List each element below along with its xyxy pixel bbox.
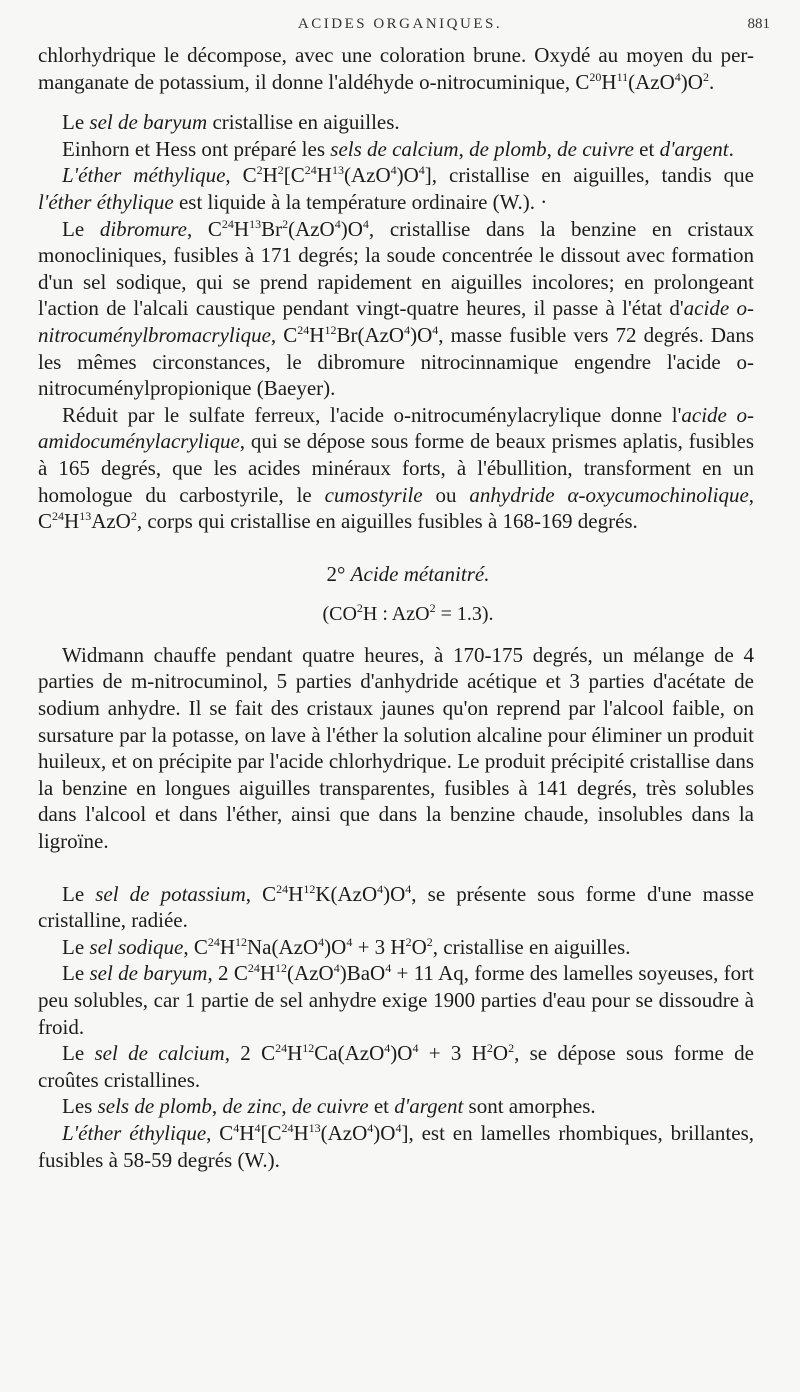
italic-term: sel sodique [89,934,184,959]
italic-term: sel de baryum [89,110,208,135]
subscript: 4 [674,69,681,84]
italic-term: L'éther éthylique [62,1120,207,1145]
subscript: 24 [297,322,310,337]
italic-term: acide o-nitrocuménylbromacrylique [38,296,754,347]
section-number: 2° [326,561,346,586]
text: H [259,961,276,986]
italic-term: sels de calcium [330,136,459,161]
italic-term: acide o-amidocuménylacrylique [38,402,754,454]
subscript: 12 [324,322,337,337]
text: , se présente sous forme d'une masse cristalline, radiée. [38,881,754,933]
subscript: 20 [589,69,602,84]
italic-term: anhydride α-oxycumochinolique [469,482,749,507]
text: Réduit par le sulfate ferreux, l'acide o-nitrocuménylacrylique donne l' [62,402,682,427]
subscript: 2 [282,216,289,231]
text: , masse fusible vers 72 degrés. Dans les mêmes circonstances, le dibromure nitrocinnamique engendre l'acide o-nitrocuménylpropionique (Baeyer). [38,322,754,401]
text: = 1.3). [435,603,494,626]
subscript: 4 [318,934,325,949]
subscript: 4 [395,1120,402,1135]
page-number: 881 [747,16,770,32]
subscript: 13 [79,509,92,524]
subscript: 24 [247,961,260,976]
text: ou [422,482,470,507]
text: Le [62,216,100,241]
italic-term: l'éther éthylique [38,189,174,214]
paragraph [38,1093,754,1120]
text: , qui se dépose sous forme de beaux prismes aplatis, fusibles à 165 degrés, que les acides minéraux forts, à l'ébullition, transforment en un homologue du carbostyrile, le [38,429,754,507]
text: sont amorphes. [463,1094,596,1119]
subscript: 4 [362,216,369,231]
text: Le [62,1041,95,1066]
subscript: 2 [356,601,363,616]
text: )O [324,934,347,959]
subscript: 13 [249,216,262,231]
text: . [708,69,715,94]
text: )O [396,163,419,188]
text: ], est en lamelles rhombiques, brillantes, fusibles à 58-59 degrés (W.). [38,1120,754,1172]
italic-term: de cuivre [557,136,634,161]
text: , C [245,881,277,906]
paragraph [38,1040,754,1093]
subscript: 4 [377,881,384,896]
spacer [38,855,754,881]
subscript: 4 [390,163,397,178]
subscript: 4 [233,1120,240,1135]
subscript: 4 [385,961,392,976]
text: H : AzO [362,603,430,626]
subscript: 4 [333,961,340,976]
italic-term: sel de calcium [94,1041,225,1066]
subscript: 13 [331,163,344,178]
text: (AzO [287,961,334,986]
text: H [601,69,617,94]
text: , cristallise en aiguilles. [432,934,631,959]
subscript: 2 [508,1041,515,1056]
text: K(AzO [315,881,378,906]
subscript: 2 [426,934,433,949]
subscript: 2 [256,163,263,178]
spacer [38,535,754,561]
italic-term: sel de baryum [89,961,208,986]
paragraph: Widmann chauffe pendant quatre heures, à 170-175 degrés, un mélange de 4 parties de m-nitrocuminol, 5 parties d'anhydride acétique et 3 parties d'acétate de sodium anhydre. Il se fait des cristaux jaunes qu'on reprend par l'alcool faible, on sursature par la potasse, on lave à l'éther la solution alcaline pour éliminer un produit huileux, et on précipite par l'acide chlorhydrique. Le produit précipité cristallise dans la benzine en longues aiguilles transparentes, fusibles à 141 degrés, très solubles dans l'alcool et dans l'éther, ainsi que dans la benzine chaude, insolubles dans la ligroïne. [38,642,754,854]
text: (AzO [628,69,675,94]
text: (AzO [320,1120,368,1145]
text: + 3 H [418,1041,487,1066]
text: )O [680,69,703,94]
text: ], cristallise en aiguilles, tandis que [424,163,754,188]
italic-term: cumostyrile [324,482,423,507]
text: Le [62,934,90,959]
text: O [492,1041,509,1066]
text: [C [260,1120,282,1145]
text: chlorhydrique le décompose, avec une coloration brune. Oxydé au moyen du per-manganate de potassium, il donne l'aldéhyde o-nitrocuminique, C [38,43,754,94]
text: H [262,163,278,188]
paragraph [38,881,754,934]
text: , C [206,1120,234,1145]
subscript: 2 [486,1041,493,1056]
subscript: 2 [130,509,137,524]
text: H [309,322,325,347]
subscript: 4 [432,322,439,337]
text: (CO [322,603,357,626]
italic-term: d'argent [394,1094,464,1119]
text: Br(AzO [336,322,405,347]
spacer [38,95,754,109]
text: (AzO [343,163,391,188]
section-heading [38,561,754,588]
text: , [211,1094,223,1119]
text: est liquide à la température ordinaire (W.). · [173,189,548,214]
subscript: 4 [412,1041,419,1056]
page-header [0,12,800,38]
italic-term: de plomb [469,136,547,161]
italic-term: de zinc [222,1094,282,1119]
subscript: 2 [277,163,284,178]
text: + 3 H [352,934,406,959]
italic-term: de cuivre [291,1094,369,1119]
text: H [288,881,304,906]
spacer [38,587,754,601]
text: , [281,1094,292,1119]
text: )O [373,1120,396,1145]
paragraph [38,1120,754,1173]
text: H [287,1041,303,1066]
text: Br [261,216,283,241]
italic-term: L'éther méthylique [62,163,226,188]
text: AzO [91,509,131,534]
text: )O [410,322,433,347]
paragraph [38,216,754,402]
subscript: 2 [429,601,436,616]
text: H [233,216,250,241]
text: , 2 C [224,1041,276,1066]
italic-term: sel de potassium [95,881,246,906]
text: Ca(AzO [314,1041,385,1066]
text: et [368,1094,395,1119]
text: )O [390,1041,413,1066]
text: Le [62,961,90,986]
subscript: 4 [405,881,412,896]
text: )O [340,216,363,241]
text: [C [283,163,305,188]
text: , [458,136,470,161]
spacer [38,628,754,642]
paragraph [38,162,754,215]
text: . [728,136,734,161]
subscript: 12 [275,961,288,976]
subscript: 13 [308,1120,321,1135]
text: Na(AzO [247,934,319,959]
italic-term: dibromure [99,216,187,241]
subscript: 24 [281,1120,294,1135]
text: , C [183,934,208,959]
text: , [546,136,558,161]
paragraph [38,136,754,163]
text: et [633,136,660,161]
text: H [64,509,80,534]
subscript: 4 [254,1120,261,1135]
text: Le [62,110,90,135]
text: Le [62,881,96,906]
text: )BaO [339,961,386,986]
subscript: 12 [235,934,247,949]
text: , C [270,322,298,347]
paragraph [38,42,754,95]
section-formula [38,601,754,628]
subscript: 2 [405,934,412,949]
text: Les [62,1094,98,1119]
italic-term: sels de plomb [97,1094,212,1119]
text: , C [38,482,755,534]
subscript: 24 [304,163,317,178]
subscript: 2 [702,69,709,84]
text: + 11 Aq, forme des lamelles soyeuses, fort peu solubles, car 1 partie de sel anhydre exige 1900 parties d'eau pour se dissoudre à froid. [38,961,754,1039]
subscript: 24 [221,216,234,231]
subscript: 24 [52,509,65,524]
text: H [219,934,235,959]
subscript: 4 [418,163,425,178]
text: Einhorn et Hess ont préparé les [62,136,331,161]
text: (AzO [288,216,335,241]
text: , C [225,163,257,188]
text: H [239,1120,255,1145]
section-title: Acide métanitré. [350,561,490,586]
text: H [316,163,332,188]
text: H [293,1120,309,1145]
subscript: 12 [302,1041,315,1056]
paragraph [38,934,754,961]
paragraph [38,109,754,136]
text: )O [383,881,406,906]
subscript: 24 [276,881,289,896]
subscript: 24 [275,1041,288,1056]
subscript: 4 [367,1120,374,1135]
text: , C [186,216,222,241]
text: , se dépose sous forme de croûtes cristallines. [38,1041,754,1092]
running-title: ACIDES ORGANIQUES. [297,16,503,32]
subscript: 4 [334,216,341,231]
subscript: 24 [207,934,220,949]
subscript: 11 [616,69,629,84]
paragraph [38,402,754,535]
text: , cristallise dans la benzine en cristaux monocliniques, fusibles à 171 degrés; la soude concentrée le dissout avec formation d'un sel sodique, qui se prend rapidement en aiguilles incolores; en prolongeant l'action de l'alcali caustique pendant vingt-quatre heures, il passe à l'état d' [38,216,754,321]
subscript: 4 [404,322,411,337]
text: cristallise en aiguilles. [207,110,400,135]
paragraph [38,960,754,1040]
text: O [411,934,427,959]
subscript: 4 [384,1041,391,1056]
subscript: 12 [303,881,316,896]
text: , 2 C [207,961,248,986]
italic-term: d'argent [659,136,729,161]
text: , corps qui cristallise en aiguilles fusibles à 168-169 degrés. [136,509,638,534]
subscript: 4 [346,934,353,949]
body-text [38,42,754,1173]
